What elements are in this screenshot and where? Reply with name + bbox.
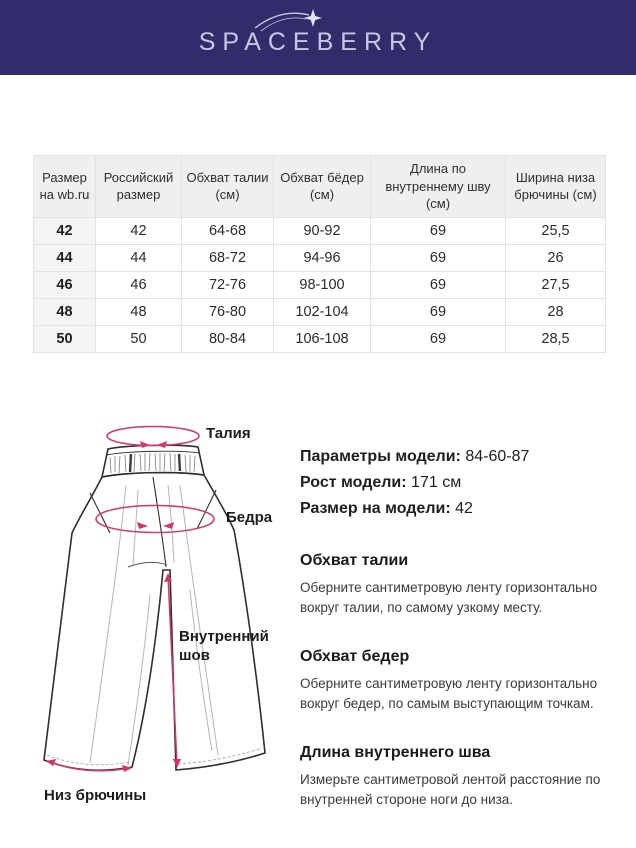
model-height-value: 171 см <box>411 474 462 491</box>
model-params-value: 84-60-87 <box>465 448 530 465</box>
model-size-label: Размер на модели: <box>300 500 451 517</box>
model-params-label: Параметры модели: <box>300 448 461 465</box>
table-cell: 25,5 <box>506 217 606 244</box>
model-size-line <box>300 496 626 522</box>
table-cell: 90-92 <box>274 217 371 244</box>
section-waist-body: Оберните сантиметровую ленту горизонтально вокруг талии, по самому узкому месту. <box>300 580 598 615</box>
pants-sketch <box>30 415 306 815</box>
table-cell: 28,5 <box>506 325 606 352</box>
table-cell: 98-100 <box>274 271 371 298</box>
table-cell: 69 <box>371 298 506 325</box>
table-cell: 44 <box>96 244 182 271</box>
model-height-label: Рост модели: <box>300 474 407 491</box>
table-cell: 69 <box>371 217 506 244</box>
hem-label: Низ брючины <box>44 787 147 804</box>
table-cell: 68-72 <box>182 244 274 271</box>
section-inseam-heading: Длина внутреннего шва <box>300 744 491 761</box>
hips-label: Бедра <box>226 509 273 526</box>
size-cell: 44 <box>34 244 96 271</box>
table-cell: 46 <box>96 271 182 298</box>
column-header: Длина по внутреннему шву (см) <box>371 156 506 218</box>
column-header: Обхват бёдер (см) <box>274 156 371 218</box>
table-cell: 106-108 <box>274 325 371 352</box>
column-header: Ширина низа брючины (см) <box>506 156 606 218</box>
size-cell: 48 <box>34 298 96 325</box>
section-hips-body: Оберните сантиметровую ленту горизонтально вокруг бедер, по самым выступающим точкам. <box>300 676 598 711</box>
table-row <box>34 217 606 244</box>
size-cell: 46 <box>34 271 96 298</box>
brand-name: SPACEBERRY <box>198 28 438 56</box>
shooting-star-icon <box>251 4 329 36</box>
table-row <box>34 298 606 325</box>
section-waist <box>300 552 626 618</box>
table-cell: 42 <box>96 217 182 244</box>
brand-logo <box>199 18 438 57</box>
size-table <box>33 155 606 353</box>
size-cell: 50 <box>34 325 96 352</box>
section-inseam <box>300 744 626 810</box>
waist-label: Талия <box>206 425 251 442</box>
model-info <box>300 444 626 522</box>
table-cell: 27,5 <box>506 271 606 298</box>
model-size-value: 42 <box>455 500 473 517</box>
table-cell: 64-68 <box>182 217 274 244</box>
table-cell: 26 <box>506 244 606 271</box>
table-cell: 48 <box>96 298 182 325</box>
size-cell: 42 <box>34 217 96 244</box>
section-hips <box>300 648 626 714</box>
table-cell: 69 <box>371 271 506 298</box>
table-cell: 69 <box>371 325 506 352</box>
table-row <box>34 325 606 352</box>
column-header: Обхват талии (см) <box>182 156 274 218</box>
section-inseam-body: Измерьте сантиметровой лентой расстояние по внутренней стороне ноги до низа. <box>300 772 601 807</box>
table-cell: 28 <box>506 298 606 325</box>
table-row <box>34 271 606 298</box>
table-cell: 72-76 <box>182 271 274 298</box>
table-row <box>34 244 606 271</box>
model-params-line <box>300 444 626 470</box>
column-header: Российский размер <box>96 156 182 218</box>
section-waist-heading: Обхват талии <box>300 552 409 569</box>
table-cell: 80-84 <box>182 325 274 352</box>
brand-header <box>0 0 636 75</box>
table-cell: 50 <box>96 325 182 352</box>
pants-diagram <box>30 415 306 815</box>
column-header: Размер на wb.ru <box>34 156 96 218</box>
table-cell: 102-104 <box>274 298 371 325</box>
table-cell: 69 <box>371 244 506 271</box>
table-cell: 94-96 <box>274 244 371 271</box>
section-hips-heading: Обхват бедер <box>300 648 410 665</box>
model-height-line <box>300 470 626 496</box>
table-header-row <box>34 156 606 218</box>
measurement-info <box>300 444 626 810</box>
inseam-label: Внутренний шов <box>179 628 269 664</box>
table-cell: 76-80 <box>182 298 274 325</box>
